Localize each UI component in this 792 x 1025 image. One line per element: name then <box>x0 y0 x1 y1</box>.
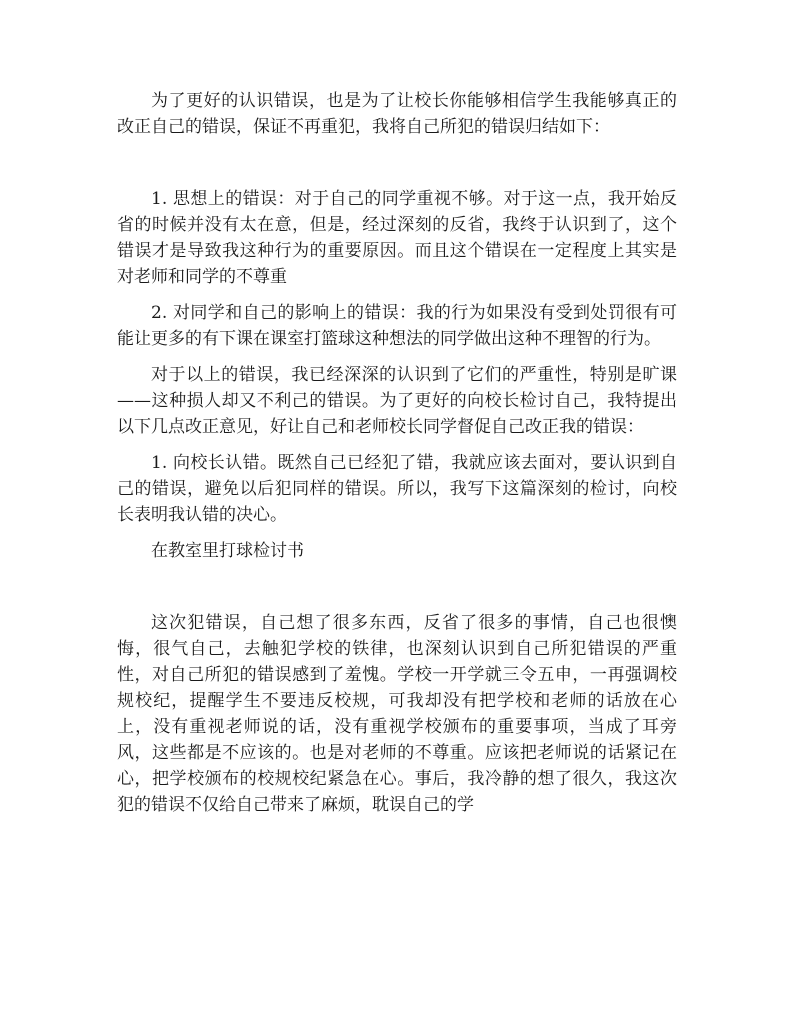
point-1-thought-paragraph: 1. 思想上的错误：对于自己的同学重视不够。对于这一点，我开始反省的时候并没有太在意，但是，经过深刻的反省，我终于认识到了，这个错误才是导致我这种行为的重要原因。而且这个错误在一定程度上其实是对老师和同学的不尊重 <box>117 189 677 287</box>
document-body <box>117 88 677 818</box>
reflection-paragraph: 这次犯错误，自己想了很多东西，反省了很多的事情，自己也很懊悔，很气自己，去触犯学校的铁律，也深刻认识到自己所犯错误的严重性，对自己所犯的错误感到了羞愧。学校一开学就三令五申，一再强调校规校纪，提醒学生不要违反校规，可我却没有把学校和老师的话放在心上，没有重视老师说的话，没有重视学校颁布的重要事项，当成了耳旁风，这些都是不应该的。也是对老师的不尊重。应该把老师说的话紧记在心，把学校颁布的校规校纪紧急在心。事后，我冷静的想了很久，我这次犯的错误不仅给自己带来了麻烦，耽误自己的学 <box>117 613 677 815</box>
correction-1-paragraph: 1. 向校长认错。既然自己已经犯了错，我就应该去面对，要认识到自己的错误，避免以后犯同样的错误。所以，我写下这篇深刻的检讨，向校长表明我认错的决心。 <box>117 453 677 525</box>
section-heading: 在教室里打球检讨书 <box>151 541 304 561</box>
point-2-influence-paragraph: 2. 对同学和自己的影响上的错误：我的行为如果没有受到处罚很有可能让更多的有下课在课室打篮球这种想法的同学做出这种不理智的行为。 <box>117 303 677 349</box>
intro-paragraph: 为了更好的认识错误，也是为了让校长你能够相信学生我能够真正的改正自己的错误，保证不再重犯，我将自己所犯的错误归结如下： <box>117 91 677 137</box>
correction-intro-paragraph: 对于以上的错误，我已经深深的认识到了它们的严重性，特别是旷课——这种损人却又不利己的错误。为了更好的向校长检讨自己，我特提出以下几点改正意见，好让自己和老师校长同学督促自己改正我的错误： <box>117 365 677 437</box>
